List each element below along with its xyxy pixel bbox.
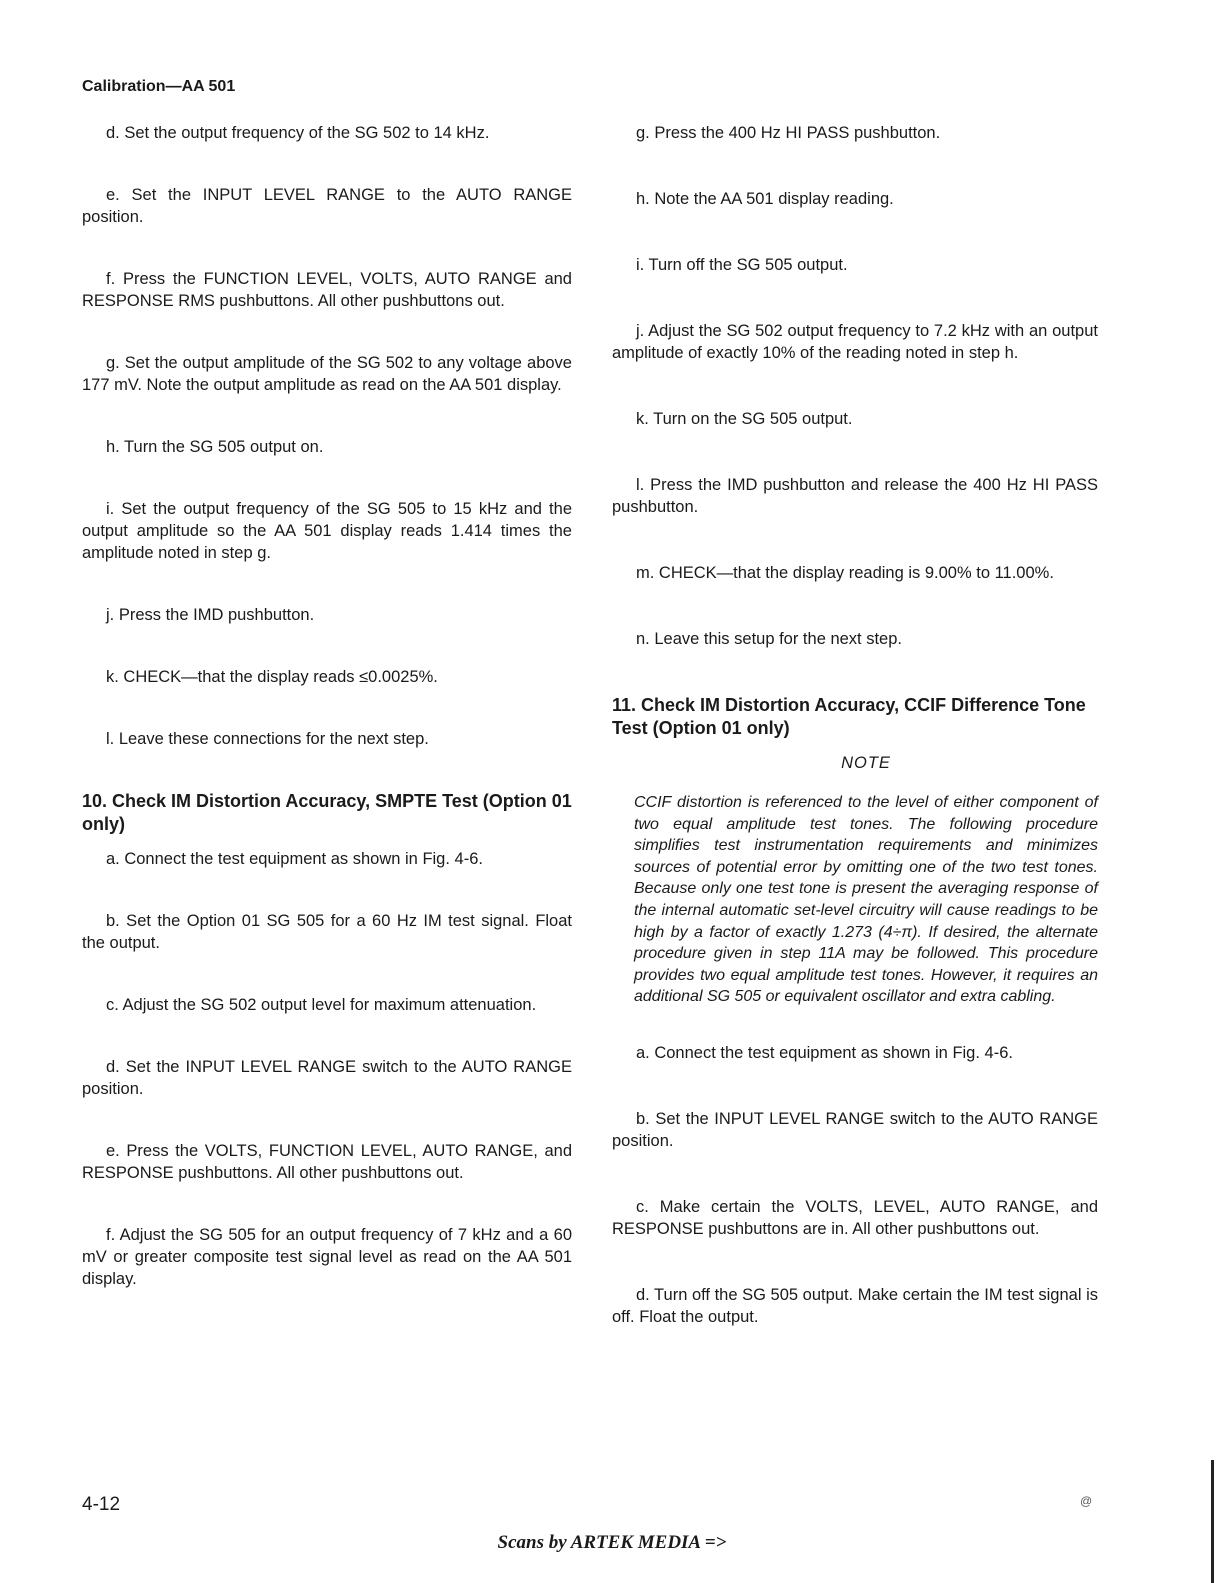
step-10-i: i. Turn off the SG 505 output. [636, 256, 848, 274]
step-10pre-h: h. Turn the SG 505 output on. [106, 438, 324, 456]
step-11-a: a. Connect the test equipment as shown in Fig. 4-6. [636, 1043, 1013, 1062]
right-column [612, 122, 1098, 1372]
step-10-a: a. Connect the test equipment as shown in Fig. 4-6. [106, 850, 483, 868]
step-11-d: d. Turn off the SG 505 output. Make certain the IM test signal is off. Float the output. [612, 1285, 1098, 1326]
note-text: CCIF distortion is referenced to the level of either component of two equal amplitude test tones. The following procedure simplifies test instrumentation requirements and minimizes sources of potential error by omitting one of the two test tones. Because only one test tone is present the averaging response of the internal automatic set-level circuitry will cause readings to be high by a factor of exactly 1.273 (4÷π). If desired, the alternate procedure given in step 11A may be followed. This procedure provides two equal amplitude test tones. However, it requires an additional SG 505 or equivalent oscillator and extra cabling. [634, 794, 1098, 1006]
step-10pre-l: l. Leave these connections for the next step. [106, 730, 429, 748]
left-column [82, 122, 572, 1330]
step-10-e: e. Press the VOLTS, FUNCTION LEVEL, AUTO RANGE, and RESPONSE pushbuttons. All other pushbuttons out. [82, 1142, 572, 1182]
step-11-b: b. Set the INPUT LEVEL RANGE switch to the AUTO RANGE position. [612, 1109, 1098, 1150]
step-10pre-g: g. Set the output amplitude of the SG 502 to any voltage above 177 mV. Note the output amplitude as read on the AA 501 display. [82, 354, 572, 394]
step-10-j: j. Adjust the SG 502 output frequency to 7.2 kHz with an output amplitude of exactly 10% of the reading noted in step h. [612, 322, 1098, 362]
page-number: 4-12 [82, 1494, 121, 1515]
step-10-m: m. CHECK—that the display reading is 9.00% to 11.00%. [636, 564, 1054, 582]
scan-edge-divider [1211, 1460, 1214, 1583]
step-10-k: k. Turn on the SG 505 output. [636, 410, 853, 428]
step-10pre-j: j. Press the IMD pushbutton. [106, 606, 315, 624]
page-header: Calibration—AA 501 [82, 78, 236, 95]
step-10pre-f: f. Press the FUNCTION LEVEL, VOLTS, AUTO RANGE and RESPONSE RMS pushbuttons. All other pushbuttons out. [82, 270, 572, 310]
step-10-f: f. Adjust the SG 505 for an output frequency of 7 kHz and a 60 mV or greater composite test signal level as read on the AA 501 display. [82, 1226, 572, 1288]
step-10-n: n. Leave this setup for the next step. [636, 630, 902, 648]
publisher-logo-icon: @ [1080, 1494, 1093, 1508]
scan-credit: Scans by ARTEK MEDIA => [497, 1532, 727, 1553]
step-10-d: d. Set the INPUT LEVEL RANGE switch to the AUTO RANGE position. [82, 1058, 572, 1098]
step-10-g: g. Press the 400 Hz HI PASS pushbutton. [636, 124, 941, 142]
section-heading-10: 10. Check IM Distortion Accuracy, SMPTE Test (Option 01 only) [82, 791, 572, 834]
step-10-c: c. Adjust the SG 502 output level for maximum attenuation. [106, 996, 537, 1014]
step-10pre-i: i. Set the output frequency of the SG 505 to 15 kHz and the output amplitude so the AA 501 display reads 1.414 times the amplitude noted in step g. [82, 500, 572, 562]
note-title: NOTE [841, 754, 891, 772]
step-10pre-k: k. CHECK—that the display reads ≤0.0025%. [106, 668, 438, 686]
step-10-h: h. Note the AA 501 display reading. [636, 190, 894, 208]
step-10pre-e: e. Set the INPUT LEVEL RANGE to the AUTO RANGE position. [82, 186, 572, 226]
step-10-l: l. Press the IMD pushbutton and release the 400 Hz HI PASS pushbutton. [612, 476, 1098, 516]
step-10pre-d: d. Set the output frequency of the SG 502 to 14 kHz. [106, 124, 490, 142]
step-10-b: b. Set the Option 01 SG 505 for a 60 Hz IM test signal. Float the output. [82, 912, 572, 952]
note-block [634, 752, 1098, 1008]
section-heading-11: 11. Check IM Distortion Accuracy, CCIF Difference Tone Test (Option 01 only) [612, 695, 1086, 738]
step-11-c: c. Make certain the VOLTS, LEVEL, AUTO RANGE, and RESPONSE pushbuttons are in. All other pushbuttons out. [612, 1197, 1098, 1238]
